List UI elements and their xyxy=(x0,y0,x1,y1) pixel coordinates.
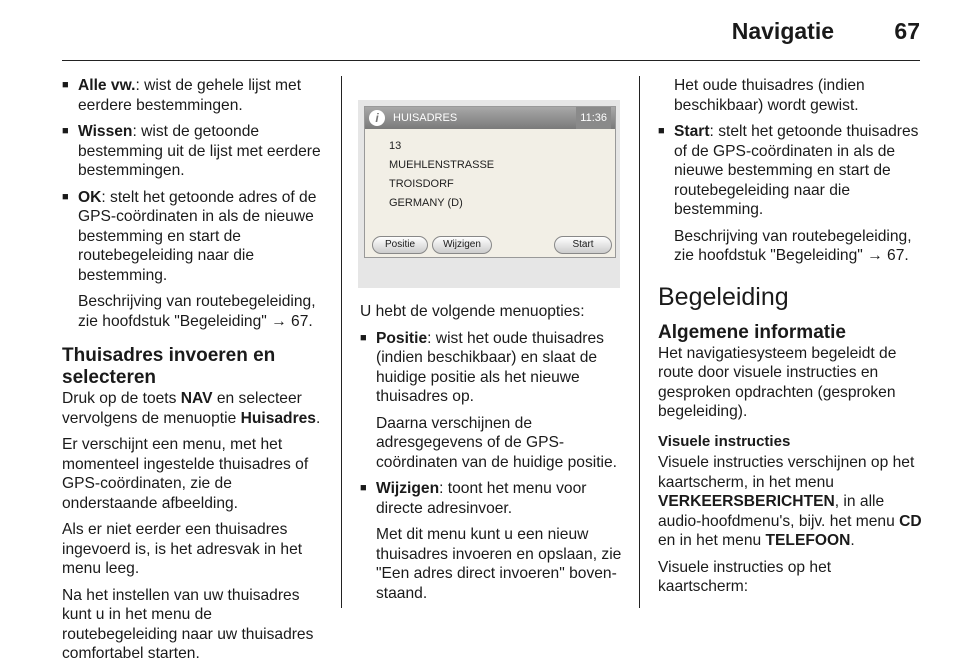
paragraph-nav: Druk op de toets NAV en selecteer vervolgens de menuoptie Huisadres. xyxy=(62,390,321,427)
paragraph-map-screen: Visuele instructies op het kaartscherm: xyxy=(658,558,832,595)
screen-title-bar xyxy=(365,107,615,129)
bullet-positie-extra: Daarna verschijnen de adresgegevens of de GPS-coördinaten van de huidige positie. xyxy=(376,414,618,471)
page-number: 67 xyxy=(894,18,920,44)
paragraph-general: Het navigatiesysteem begeleidt de route door visuele instructies en gesproken opdrachten (gesproken begeleiding). xyxy=(658,344,897,420)
screen-title: HUISADRES xyxy=(393,112,458,124)
address-line: GERMANY (D) xyxy=(389,197,463,209)
paragraph-visual: Visuele instructies verschijnen op het kaartscherm, in het menu VERKEERSBERICHTEN, in alle audio-hoofdmenu's, bijv. het menu CD en in het menu TELEFOON. xyxy=(658,454,922,549)
bullet-wijzigen: ■ Wijzigen: toont het menu voor directe adresinvoer. xyxy=(360,479,622,518)
column-1 xyxy=(62,76,326,671)
positie-button[interactable]: Positie xyxy=(372,236,428,254)
paragraph-start: Na het instellen van uw thuisadres kunt u in het menu de routebegeleiding naar uw thuisadres comfortabel starten. xyxy=(62,586,314,662)
start-button[interactable]: Start xyxy=(554,236,612,254)
subheading-visuele-instructies: Visuele instructies xyxy=(658,432,791,450)
column-divider-1 xyxy=(341,76,342,608)
page-header-title: Navigatie xyxy=(731,18,834,44)
subheading-algemene-informatie: Algemene informatie xyxy=(658,321,846,343)
bullet-start: ■ Start: stelt het getoonde thuisadres of de GPS-coördinaten in als de nieuwe bestemming en start de routebegeleiding naar die bestemming. xyxy=(658,122,922,220)
screen-clock: 11:36 xyxy=(576,107,611,129)
device-screenshot xyxy=(358,100,620,288)
bullet-wissen: ■ Wissen: wist de getoonde bestemming uit de lijst met eerdere bestemmingen. xyxy=(62,122,326,181)
paragraph-old-address: Het oude thuisadres (indien beschikbaar) wordt gewist. xyxy=(674,77,865,114)
wijzigen-button[interactable]: Wijzigen xyxy=(432,236,492,254)
column-divider-2 xyxy=(639,76,640,608)
bullet-ok-extra: Beschrijving van routebegeleiding, zie hoofdstuk "Begeleiding" → 67. xyxy=(78,293,316,330)
address-line: TROISDORF xyxy=(389,178,454,190)
column-3 xyxy=(658,76,922,604)
address-line: 13 xyxy=(389,140,402,152)
address-lines xyxy=(365,129,615,213)
bullet-positie: ■ Positie: wist het oude thuisadres (indien beschikbaar) en slaat de huidige positie als het nieuwe thuisadres op. xyxy=(360,329,622,407)
section-heading-thuisadres: Thuisadres invoeren en selecteren xyxy=(62,345,276,388)
bullet-wijzigen-extra: Met dit menu kunt u een nieuw thuisadres invoeren en opslaan, zie "Een adres direct invoeren" boven-staand. xyxy=(376,526,622,602)
bullet-start-extra: Beschrijving van routebegeleiding, zie hoofdstuk "Begeleiding" → 67. xyxy=(674,227,912,264)
paragraph-empty: Als er niet eerder een thuisadres ingevoerd is, is het adresvak in het menu leeg. xyxy=(62,521,303,577)
paragraph-menu: Er verschijnt een menu, met het momenteel ingestelde thuisadres of GPS-coördinaten, zie de onderstaande afbeelding. xyxy=(62,436,309,512)
column-2 xyxy=(360,302,622,610)
header-rule xyxy=(62,60,920,61)
menu-intro: U hebt de volgende menuopties: xyxy=(360,303,585,320)
address-line: MUEHLENSTRASSE xyxy=(389,159,495,171)
bullet-ok: ■ OK: stelt het getoonde adres of de GPS-coördinaten in als de nieuwe bestemming en start de routebegeleiding naar die bestemming. xyxy=(62,188,326,286)
section-heading-begeleiding: Begeleiding xyxy=(658,282,789,311)
info-icon: i xyxy=(369,110,385,126)
bullet-alle-vw: ■ Alle vw.: wist de gehele lijst met eerdere bestemmingen. xyxy=(62,76,326,115)
